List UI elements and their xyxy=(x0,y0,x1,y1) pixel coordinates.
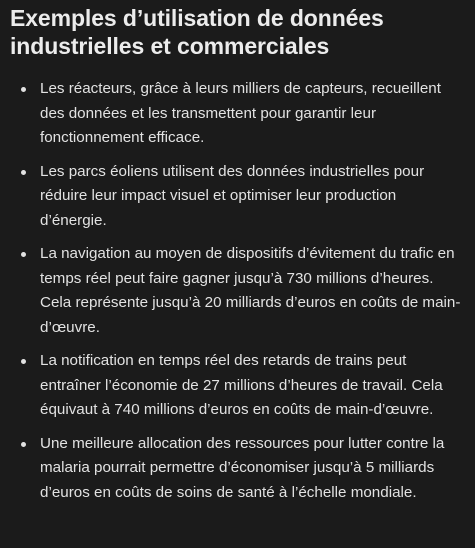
list-item-text: La navigation au moyen de dispositifs d’évitement du trafic en temps réel peut faire gagner jusqu’à 730 millions d’heures. Cela représente jusqu’à 20 milliards d’euros en coûts de main-d’œuvre. xyxy=(40,245,461,336)
bullet-icon xyxy=(21,170,26,175)
list-item xyxy=(10,160,461,234)
article-title: Exemples d’utilisation de données industrielles et commerciales xyxy=(10,5,384,59)
list-item-text: Les parcs éoliens utilisent des données industrielles pour réduire leur impact visuel et optimiser leur production d’énergie. xyxy=(40,162,425,229)
bullet-icon xyxy=(21,359,26,364)
list-item-text: Une meilleure allocation des ressources pour lutter contre la malaria pourrait permettre d’économiser jusqu’à 5 milliards d’euros en coûts de soins de santé à l’échelle mondiale. xyxy=(40,434,445,501)
bullet-icon xyxy=(21,252,26,257)
bullet-icon xyxy=(21,87,26,92)
list-item xyxy=(10,242,461,340)
list-item xyxy=(10,77,461,151)
list-item xyxy=(10,349,461,423)
list-item-text: La notification en temps réel des retards de trains peut entraîner l’économie de 27 millions d’heures de travail. Cela équivaut à 740 millions d’euros en coûts de main-d’œuvre. xyxy=(40,352,443,418)
examples-list xyxy=(10,77,461,505)
list-item-text: Les réacteurs, grâce à leurs milliers de capteurs, recueillent des données et les transmettent pour garantir leur fonctionnement efficace. xyxy=(40,80,441,146)
list-item xyxy=(10,432,461,506)
bullet-icon xyxy=(21,442,26,447)
